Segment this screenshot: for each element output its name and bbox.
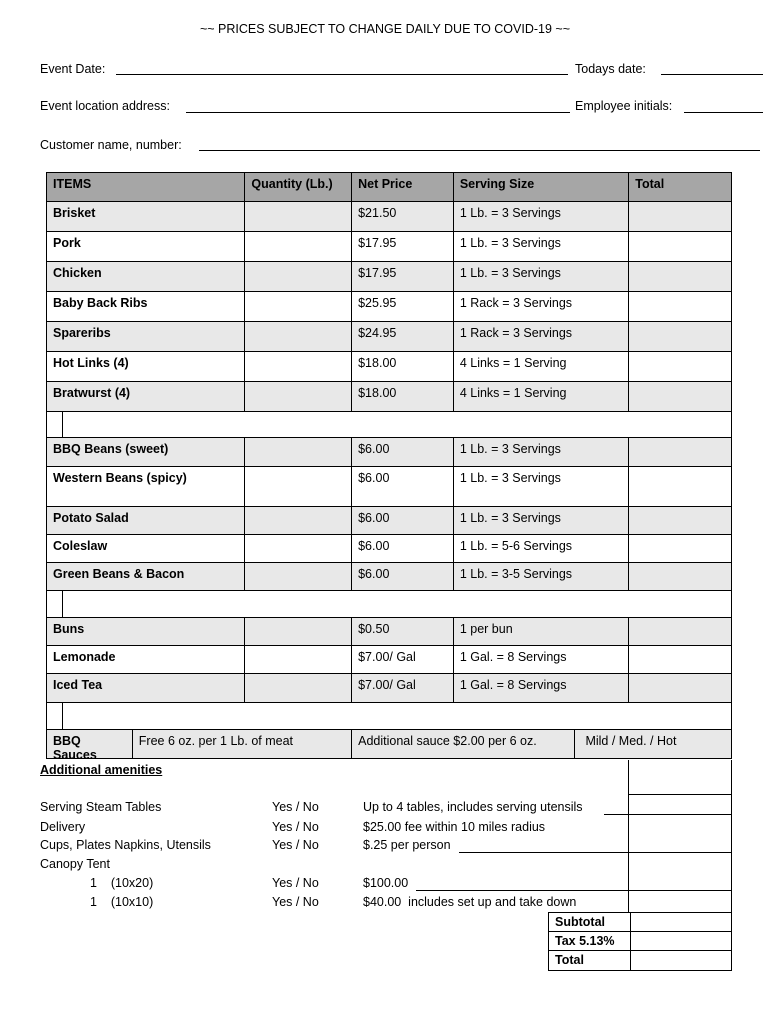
total-cell[interactable] xyxy=(629,382,731,411)
item-name: Baby Back Ribs xyxy=(47,292,245,321)
amenity-detail: $.25 per person xyxy=(363,838,451,852)
table-row xyxy=(47,507,731,535)
item-name: Iced Tea xyxy=(47,674,245,702)
employee-initials-field[interactable] xyxy=(684,112,763,113)
quantity-cell[interactable] xyxy=(245,232,352,261)
quantity-cell[interactable] xyxy=(245,618,352,645)
price-cell: $25.95 xyxy=(352,292,454,321)
tax-value[interactable] xyxy=(631,932,731,950)
serving-cell: 1 Rack = 3 Servings xyxy=(454,322,629,351)
serving-cell: 1 Lb. = 3 Servings xyxy=(454,507,629,534)
price-cell: $6.00 xyxy=(352,438,454,466)
quantity-cell[interactable] xyxy=(245,535,352,562)
header-net-price: Net Price xyxy=(352,173,454,201)
amenity-label: Canopy Tent xyxy=(40,857,110,871)
total-cell[interactable] xyxy=(629,563,731,590)
total-cell[interactable] xyxy=(629,535,731,562)
item-name: Hot Links (4) xyxy=(47,352,245,381)
total-cell[interactable] xyxy=(629,507,731,534)
amenity-detail: $100.00 xyxy=(363,876,409,890)
tax-label: Tax 5.13% xyxy=(549,932,631,950)
customer-field[interactable] xyxy=(199,150,760,151)
amenity-detail: Up to 4 tables, includes serving utensils xyxy=(363,800,583,814)
item-name: Coleslaw xyxy=(47,535,245,562)
header-serving-size: Serving Size xyxy=(454,173,629,201)
item-name: Bratwurst (4) xyxy=(47,382,245,411)
sauce-additional-note: Additional sauce $2.00 per 6 oz. xyxy=(352,730,575,758)
sauce-heat-options[interactable]: Mild / Med. / Hot xyxy=(585,734,677,748)
event-location-field[interactable] xyxy=(186,112,570,113)
total-cell[interactable] xyxy=(629,467,731,506)
amenity-label: Delivery xyxy=(40,820,86,834)
header-items: ITEMS xyxy=(47,173,245,201)
amenities-title: Additional amenities xyxy=(40,763,163,777)
amenity-price-cell[interactable] xyxy=(629,890,731,891)
amenity-label: Cups, Plates Napkins, Utensils xyxy=(40,838,211,852)
sauce-row xyxy=(47,730,731,762)
serving-cell: 4 Links = 1 Serving xyxy=(454,382,629,411)
table-row xyxy=(47,352,731,382)
item-name: Lemonade xyxy=(47,646,245,673)
covid-notice: ~~ PRICES SUBJECT TO CHANGE DAILY DUE TO COVID-19 ~~ xyxy=(199,22,571,36)
total-cell[interactable] xyxy=(629,232,731,261)
quantity-cell[interactable] xyxy=(245,322,352,351)
event-date-field[interactable] xyxy=(116,74,568,75)
serving-cell: 1 Lb. = 3 Servings xyxy=(454,232,629,261)
serving-cell: 1 Lb. = 5-6 Servings xyxy=(454,535,629,562)
amenity-label: 1 (10x20) xyxy=(90,876,154,890)
amenity-choice[interactable]: Yes / No xyxy=(272,895,319,909)
price-cell: $17.95 xyxy=(352,262,454,291)
serving-cell: 1 per bun xyxy=(454,618,629,645)
total-cell[interactable] xyxy=(629,292,731,321)
price-cell: $24.95 xyxy=(352,322,454,351)
table-row xyxy=(47,232,731,262)
total-cell[interactable] xyxy=(629,646,731,673)
item-name: Brisket xyxy=(47,202,245,231)
quantity-cell[interactable] xyxy=(245,674,352,702)
amenity-detail: $40.00 includes set up and take down xyxy=(363,895,577,909)
subtotal-row xyxy=(549,913,731,932)
amenity-choice[interactable]: Yes / No xyxy=(272,800,319,814)
table-row xyxy=(47,322,731,352)
event-date-label: Event Date: xyxy=(40,62,106,76)
amenity-detail: $25.00 fee within 10 miles radius xyxy=(363,820,546,834)
table-row xyxy=(47,674,731,703)
price-cell: $18.00 xyxy=(352,352,454,381)
price-cell: $6.00 xyxy=(352,467,454,506)
amenity-choice[interactable]: Yes / No xyxy=(272,838,319,852)
table-row xyxy=(47,563,731,591)
total-cell[interactable] xyxy=(629,674,731,702)
table-row xyxy=(47,535,731,563)
table-row xyxy=(47,438,731,467)
totals-box xyxy=(548,912,732,971)
serving-cell: 1 Lb. = 3-5 Servings xyxy=(454,563,629,590)
amenity-label: Serving Steam Tables xyxy=(40,800,162,814)
total-label: Total xyxy=(549,951,631,970)
serving-cell: 1 Lb. = 3 Servings xyxy=(454,262,629,291)
sauce-label: BBQ Sauces xyxy=(47,730,133,758)
table-row xyxy=(47,292,731,322)
table-header-row xyxy=(47,173,731,202)
todays-date-field[interactable] xyxy=(661,74,763,75)
todays-date-label: Todays date: xyxy=(575,62,646,76)
item-name: Western Beans (spicy) xyxy=(47,467,245,506)
amenity-fill-line xyxy=(604,814,628,815)
amenity-price-cell[interactable] xyxy=(629,794,731,795)
serving-cell: 1 Gal. = 8 Servings xyxy=(454,674,629,702)
serving-cell: 1 Lb. = 3 Servings xyxy=(454,467,629,506)
item-name: Green Beans & Bacon xyxy=(47,563,245,590)
table-row xyxy=(47,646,731,674)
quantity-cell[interactable] xyxy=(245,438,352,466)
table-row xyxy=(47,202,731,232)
header-quantity: Quantity (Lb.) xyxy=(245,173,352,201)
serving-cell: 1 Lb. = 3 Servings xyxy=(454,438,629,466)
event-location-label: Event location address: xyxy=(40,99,170,113)
price-cell: $17.95 xyxy=(352,232,454,261)
amenity-label: 1 (10x10) xyxy=(90,895,154,909)
total-cell[interactable] xyxy=(629,618,731,645)
quantity-cell[interactable] xyxy=(245,507,352,534)
total-cell[interactable] xyxy=(629,352,731,381)
item-name: Chicken xyxy=(47,262,245,291)
serving-cell: 1 Rack = 3 Servings xyxy=(454,292,629,321)
quantity-cell[interactable] xyxy=(245,467,352,506)
amenity-choice[interactable]: Yes / No xyxy=(272,876,319,890)
quantity-cell[interactable] xyxy=(245,262,352,291)
subtotal-value[interactable] xyxy=(631,913,731,931)
table-row xyxy=(47,467,731,507)
section-spacer xyxy=(47,703,731,730)
serving-cell: 4 Links = 1 Serving xyxy=(454,352,629,381)
price-cell: $7.00/ Gal xyxy=(352,674,454,702)
total-cell[interactable] xyxy=(629,202,731,231)
header-total: Total xyxy=(635,177,665,191)
item-name: BBQ Beans (sweet) xyxy=(47,438,245,466)
price-cell: $21.50 xyxy=(352,202,454,231)
quantity-cell[interactable] xyxy=(245,292,352,321)
sauce-free-note: Free 6 oz. per 1 Lb. of meat xyxy=(133,730,352,758)
item-name: Pork xyxy=(47,232,245,261)
item-name: Potato Salad xyxy=(47,507,245,534)
quantity-cell[interactable] xyxy=(245,352,352,381)
amenity-fill-line xyxy=(459,852,628,853)
amenity-price-column xyxy=(628,760,732,912)
total-cell[interactable] xyxy=(629,322,731,351)
item-name: Buns xyxy=(47,618,245,645)
quantity-cell[interactable] xyxy=(245,646,352,673)
quantity-cell[interactable] xyxy=(245,382,352,411)
section-spacer xyxy=(47,412,731,438)
serving-cell: 1 Lb. = 3 Servings xyxy=(454,202,629,231)
amenity-price-cell[interactable] xyxy=(629,814,731,815)
quantity-cell[interactable] xyxy=(245,563,352,590)
order-table xyxy=(46,172,732,762)
amenity-fill-line xyxy=(416,890,628,891)
quantity-cell[interactable] xyxy=(245,202,352,231)
total-row xyxy=(549,951,731,970)
total-cell[interactable] xyxy=(629,262,731,291)
price-cell: $0.50 xyxy=(352,618,454,645)
price-cell: $7.00/ Gal xyxy=(352,646,454,673)
customer-label: Customer name, number: xyxy=(40,138,182,152)
serving-cell: 1 Gal. = 8 Servings xyxy=(454,646,629,673)
subtotal-label: Subtotal xyxy=(549,913,631,931)
table-row xyxy=(47,382,731,412)
amenity-price-cell[interactable] xyxy=(629,852,731,853)
price-cell: $18.00 xyxy=(352,382,454,411)
table-row xyxy=(47,618,731,646)
table-row xyxy=(47,262,731,292)
price-cell: $6.00 xyxy=(352,563,454,590)
price-cell: $6.00 xyxy=(352,507,454,534)
total-value[interactable] xyxy=(631,951,731,970)
employee-initials-label: Employee initials: xyxy=(575,99,673,113)
price-cell: $6.00 xyxy=(352,535,454,562)
amenity-choice[interactable]: Yes / No xyxy=(272,820,319,834)
tax-row xyxy=(549,932,731,951)
section-spacer xyxy=(47,591,731,618)
total-cell[interactable] xyxy=(629,438,731,466)
item-name: Spareribs xyxy=(47,322,245,351)
